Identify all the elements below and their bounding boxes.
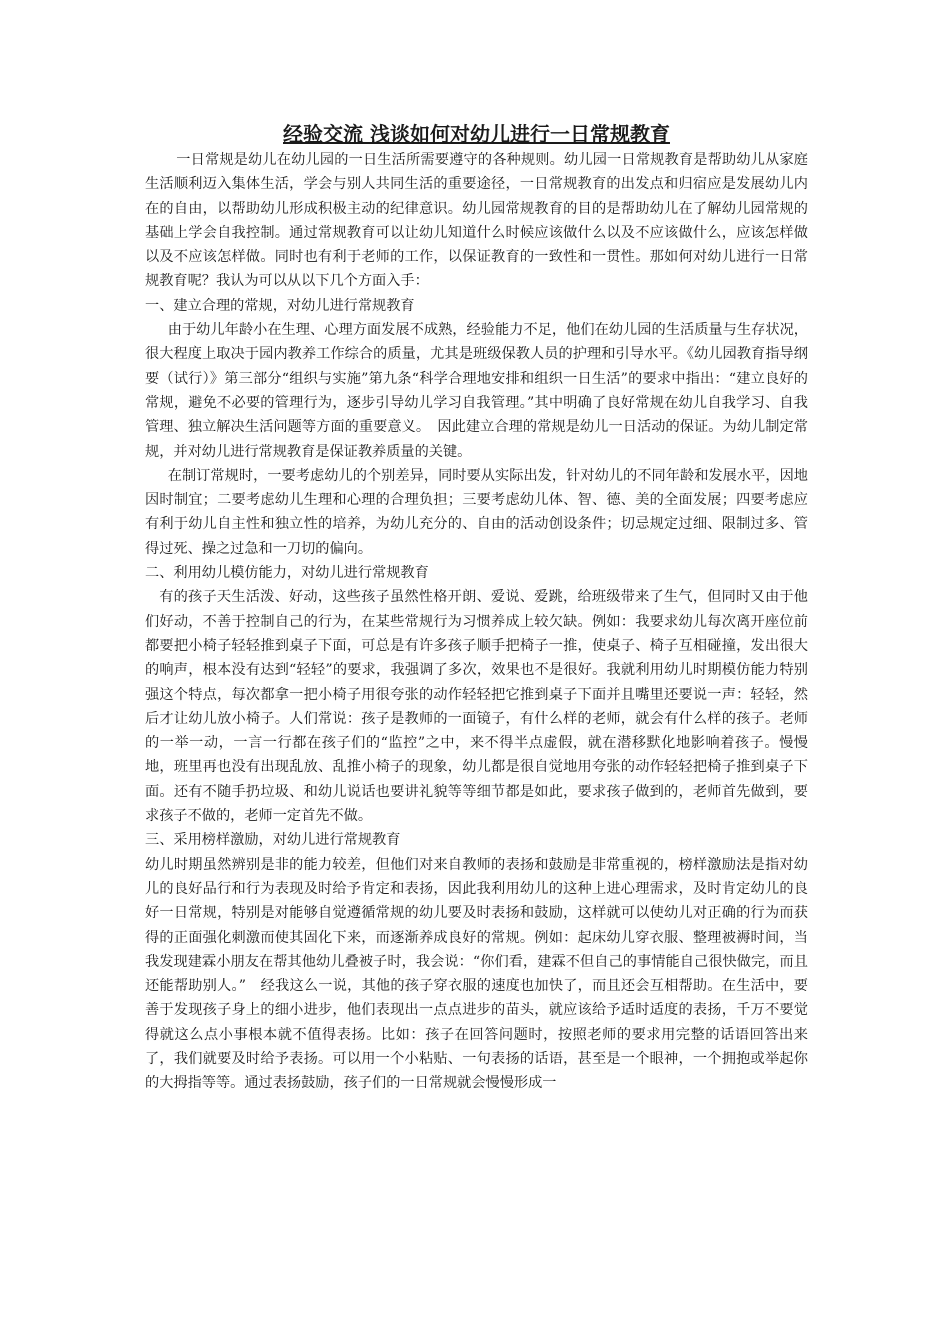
section3-heading: 三、采用榜样激励，对幼儿进行常规教育 — [145, 832, 401, 849]
section1-paragraph-1: 由于幼儿年龄小在生理、心理方面发展不成熟，经验能力不足，他们在幼儿园的生活质量与生存状况，很大程度上取决于园内教养工作综合的质量，尤其是班级保教人员的护理和引导水平。《幼儿园教育指导纲要（试行）》第三部分“组织与实施”第九条“科学合理地安排和组织一日生活”的要求中指出：“建立良好的常规，避免不必要的管理行为，逐步引导幼儿学习自我管理。”其中明确了良好常规在幼儿自我学习、自我管理、独立解决生活问题等方面的重要意义。 因此建立合理的常规是幼儿一日活动的保证。为幼儿制定常规，并对幼儿进行常规教育是保证教养质量的关键。 — [145, 322, 808, 460]
section2-heading: 二、利用幼儿模仿能力，对幼儿进行常规教育 — [145, 565, 429, 582]
section1-paragraph-2: 在制订常规时，一要考虑幼儿的个别差异，同时要从实际出发，针对幼儿的不同年龄和发展水平，因地因时制宜；二要考虑幼儿生理和心理的合理负担；三要考虑幼儿体、智、德、美的全面发展；四要考虑应有利于幼儿自主性和独立性的培养，为幼儿充分的、自由的活动创设条件；切忌规定过细、限制过多、管得过死、操之过急和一刀切的偏向。 — [145, 467, 808, 557]
document-title: 经验交流 浅谈如何对幼儿进行一日常规教育 — [283, 122, 670, 146]
document-page — [145, 119, 808, 1096]
section3-paragraph-1: 幼儿时期虽然辨别是非的能力较差，但他们对来自教师的表扬和鼓励是非常重视的，榜样激励法是指对幼儿的良好品行和行为表现及时给予肯定和表扬，因此我利用幼儿的这种上进心理需求，及时肯定幼儿的良好一日常规，特别是对能够自觉遵循常规的幼儿要及时表扬和鼓励，这样就可以使幼儿对正确的行为而获得的正面强化刺激而使其固化下来，而逐渐养成良好的常规。例如：起床幼儿穿衣服、整理被褥时间，当我发现建霖小朋友在帮其他幼儿叠被子时，我会说：“你们看，建霖不但自己的事情能自己很快做完，而且还能帮助别人。” 经我这么一说，其他的孩子穿衣服的速度也加快了，而且还会互相帮助。在生活中，要善于发现孩子身上的细小进步，他们表现出一点点进步的苗头，就应该给予适时适度的表扬，千万不要觉得就这么点小事根本就不值得表扬。比如：孩子在回答问题时，按照老师的要求用完整的话语回答出来了，我们就要及时给予表扬。可以用一个小粘贴、一句表扬的话语，甚至是一个眼神，一个拥抱或举起你的大拇指等等。通过表扬鼓励，孩子们的一日常规就会慢慢形成一 — [145, 856, 808, 1092]
section2-paragraph-1: 有的孩子天生活泼、好动，这些孩子虽然性格开朗、爱说、爱跳，给班级带来了生气，但同时又由于他们好动，不善于控制自己的行为，在某些常规行为习惯养成上较欠缺。例如：我要求幼儿每次离开座位前都要把小椅子轻轻推到桌子下面，可总是有许多孩子顺手把椅子一推，使桌子、椅子互相碰撞，发出很大的响声，根本没有达到“轻轻”的要求，我强调了多次，效果也不是很好。我就利用幼儿时期模仿能力特别强这个特点，每次都拿一把小椅子用很夸张的动作轻轻把它推到桌子下面并且嘴里还要说一声：轻轻，然后才让幼儿放小椅子。人们常说：孩子是教师的一面镜子，有什么样的老师，就会有什么样的孩子。老师的一举一动，一言一行都在孩子们的“监控”之中，来不得半点虚假，就在潜移默化地影响着孩子。慢慢地，班里再也没有出现乱放、乱推小椅子的现象，幼儿都是很自觉地用夸张的动作轻轻把椅子推到桌子下面。还有不随手扔垃圾、和幼儿说话也要讲礼貌等等细节都是如此，要求孩子做到的，老师首先做到，要求孩子不做的，老师一定首先不做。 — [145, 589, 808, 825]
section1-heading: 一、建立合理的常规，对幼儿进行常规教育 — [145, 297, 415, 314]
intro-paragraph: 一日常规是幼儿在幼儿园的一日生活所需要遵守的各种规则。幼儿园一日常规教育是帮助幼儿从家庭生活顺利迈入集体生活，学会与别人共同生活的重要途径，一日常规教育的出发点和归宿应是发展幼儿内在的自由，以帮助幼儿形成积极主动的纪律意识。幼儿园常规教育的目的是帮助幼儿在了解幼儿园常规的基础上学会自我控制。通过常规教育可以让幼儿知道什么时候应该做什么以及不应该做什么，应该怎样做以及不应该怎样做。同时也有利于老师的工作，以保证教育的一致性和一贯性。那如何对幼儿进行一日常规教育呢？我认为可以从以下几个方面入手： — [145, 152, 808, 290]
